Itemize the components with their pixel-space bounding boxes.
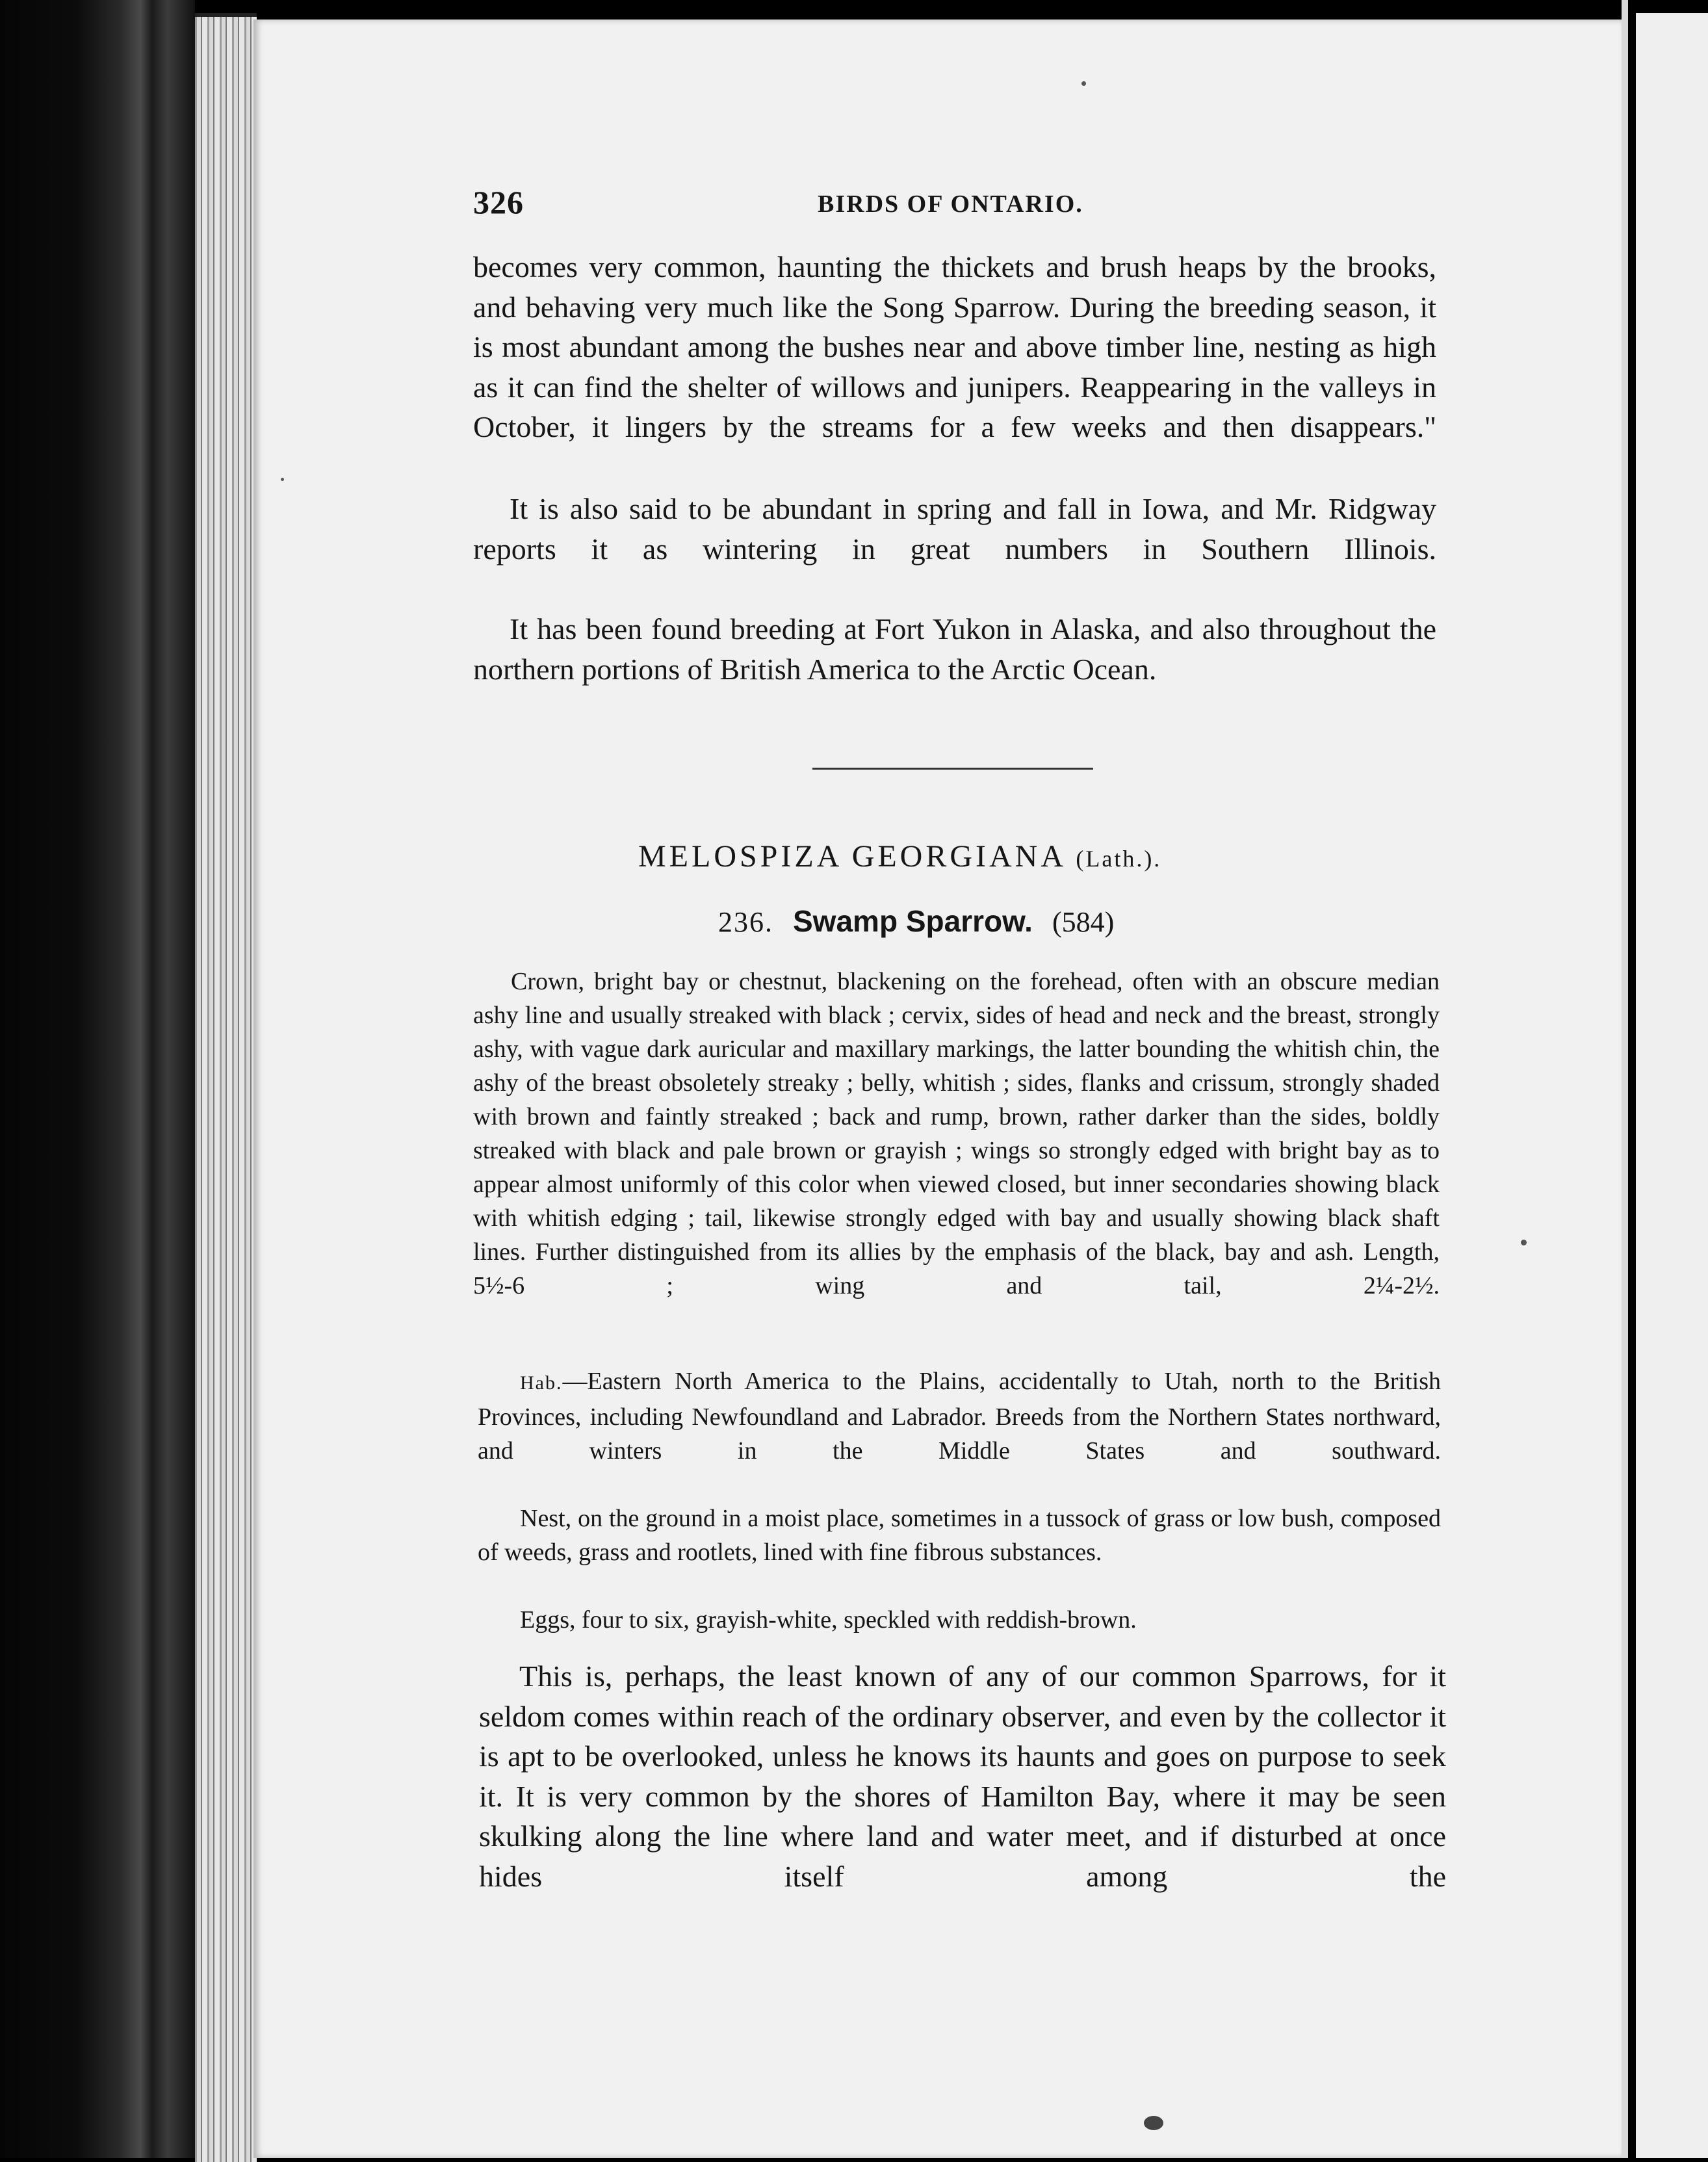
- running-title: BIRDS OF ONTARIO.: [818, 190, 1083, 218]
- nest-description: Nest, on the ground in a moist place, sometimes in a tussock of grass or low bush, composed of weeds, grass and rootlets, lined with fine fibrous substances.: [478, 1505, 1441, 1566]
- paper-speck: [1521, 1240, 1527, 1245]
- scientific-name: MELOSPIZA GEORGIANA: [638, 839, 1065, 874]
- intro-paragraph: It is also said to be abundant in spring and fall in Iowa, and Mr. Ridgway reports it as wintering in great numbers in Southern Illinois.: [473, 492, 1436, 566]
- closing-paragraph: This is, perhaps, the least known of any of our common Sparrows, for it seldom comes within reach of the ordinary observer, and even by the collector it is apt to be overlooked, unless he knows its haunts and goes on purpose to seek it. It is very common by the shores of Hamilton Bay, where it may be seen skulking along the line where land and water meet, and if disturbed at once hides itself among the: [479, 1660, 1446, 1893]
- habitat-paragraph: [478, 1364, 1441, 1468]
- running-head: [473, 183, 1305, 229]
- paper-speck: [1144, 2116, 1163, 2130]
- page-number: 326: [473, 184, 524, 220]
- page-edges: [195, 13, 257, 2162]
- aou-number: (584): [1052, 906, 1115, 938]
- species-authority: (Lath.).: [1076, 846, 1162, 872]
- species-number: 236.: [718, 906, 773, 938]
- eggs-description: Eggs, four to six, grayish-white, speckled with reddish-brown.: [520, 1606, 1137, 1634]
- intro-paragraph: becomes very common, haunting the thickets and brush heaps by the brooks, and behaving very much like the Song Sparrow. During the breeding season, it is most abundant among the bushes near and above timber line, nesting as high as it can find the shelter of willows and junipers. Reappearing in the valleys in October, it lingers by the streams for a few weeks and then disappears.": [473, 250, 1436, 443]
- habitat-text: —Eastern North America to the Plains, accidentally to Utah, north to the British Provinces, including Newfoundland and Labrador. Breeds from the Northern States northward, and winters in the Middle States and southward.: [478, 1368, 1441, 1465]
- species-heading: [638, 839, 1288, 874]
- facing-page-edge: [1622, 0, 1708, 2158]
- paper-speck: [1081, 81, 1086, 86]
- intro-paragraph: It has been found breeding at Fort Yukon in Alaska, and also throughout the northern portions of British America to the Arctic Ocean.: [473, 612, 1436, 686]
- plumage-description: Crown, bright bay or chestnut, blackening on the forehead, often with an obscure median ashy line and usually streaked with black ; cervix, sides of head and neck and the breast, strongly ashy, with vague dark auricular and maxillary markings, the latter bounding the whitish chin, the ashy of the breast obsoletely streaky ; belly, whitish ; sides, flanks and crissum, strongly shaded with brown and faintly streaked ; back and rump, brown, rather darker than the sides, boldly streaked with black and pale brown or grayish ; wings so strongly edged with bright bay as to appear almost uniformly of this color when viewed closed, but inner secondaries showing black with whitish edging ; tail, likewise strongly edged with bay and usually showing black shaft lines. Further distinguished from its allies by the emphasis of the black, bay and ash. Length, 5½-6 ; wing and tail, 2¼-2½.: [473, 968, 1440, 1299]
- book-binding: [0, 0, 195, 2158]
- section-divider: [812, 768, 1093, 770]
- species-title: [718, 904, 1303, 939]
- paper-speck: [281, 478, 284, 481]
- habitat-label: Hab.: [520, 1372, 563, 1394]
- common-name: Swamp Sparrow.: [793, 904, 1033, 938]
